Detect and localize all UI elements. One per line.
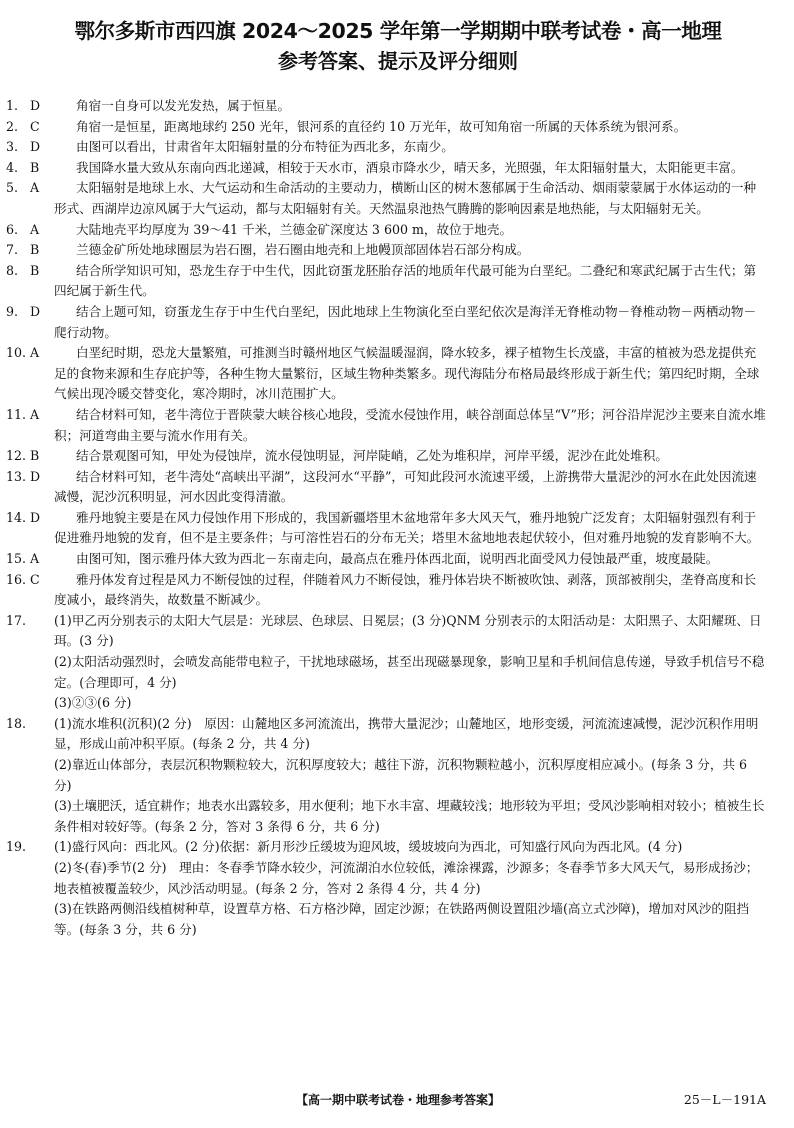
- answer-number: 7.: [6, 242, 19, 258]
- answer-number: 13.: [6, 468, 27, 484]
- answer-choice: A: [30, 551, 40, 567]
- answer-part: [30, 858, 766, 899]
- answer-explanation: 结合所学知识可知，恐龙生存于中生代，因此窃蛋龙胚胎存活的地质年代最可能为白垩纪。二叠纪和寒武纪属于古生代；第四纪属于新生代。: [54, 262, 757, 299]
- answer-number: 11.: [6, 406, 27, 422]
- answer-part-text: (1)盛行风向：西北风。(2 分)依据：新月形沙丘缓坡为迎风坡，缓坡坡向为西北，可知盛行风向为西北风。(4 分): [54, 839, 683, 855]
- answer-choice: D: [30, 139, 41, 155]
- answer-part: [6, 611, 766, 652]
- answer-body: [6, 118, 687, 134]
- answer-body: [6, 221, 513, 237]
- answer-body: [6, 468, 757, 505]
- answer-body: [6, 571, 757, 608]
- answer-choice: C: [30, 118, 40, 134]
- page-footer: [30, 1090, 766, 1110]
- answer-part-text: (3)在铁路两侧沿线植树种草，设置草方格、石方格沙障，固定沙源；在铁路两侧设置阻沙墙(高立式沙障)，增加对风沙的阻挡等。(每条 3 分，共 6 分): [54, 901, 750, 937]
- answer-item: [6, 302, 766, 343]
- answer-number: 17.: [6, 612, 27, 628]
- answer-body: [6, 180, 757, 216]
- answer-body: [6, 551, 719, 567]
- answer-item: [6, 570, 766, 611]
- answer-explanation: 白垩纪时期，恐龙大量繁殖，可推测当时赣州地区气候温暖湿润，降水较多，裸子植物生长茂盛，丰富的植被为恐龙提供充足的食物来源和生存庇护等，各种生物大量繁衍，区域生物种类繁多。现代海陆分布格局最终形成于新生代；第四纪时期，全球气候出现冷暖交替变化，寒冷期时，冰川范围扩大。: [54, 345, 760, 402]
- answer-choice: B: [30, 262, 40, 278]
- answer-choice: D: [30, 98, 41, 113]
- answer-body: [6, 242, 530, 258]
- answer-item: [6, 549, 766, 570]
- answer-number: 18.: [6, 715, 27, 731]
- answer-number: 2.: [6, 118, 19, 134]
- answer-number: 9.: [6, 303, 19, 319]
- answer-explanation: 结合上题可知，窃蛋龙生存于中生代白垩纪，因此地球上生物演化至白垩纪依次是海洋无脊椎动物－脊椎动物－两栖动物－爬行动物。: [54, 303, 757, 340]
- answer-number: 12.: [6, 448, 27, 464]
- answer-item: [6, 405, 766, 446]
- answer-choice: B: [30, 242, 40, 258]
- answer-number: 4.: [6, 159, 19, 175]
- answer-part-text: (3)土壤肥沃，适宜耕作；地表水出露较多，用水便利；地下水丰富、埋藏较浅；地形较为平坦；受风沙影响相对较小；植被生长条件相对较好等。(每条 2 分，答对 3 条得 6 分，共 6 分): [54, 798, 765, 834]
- answer-choice: D: [30, 303, 41, 319]
- answer-part-text: (1)甲乙丙分别表示的太阳大气层是：光球层、色球层、日冕层；(3 分)QNM 分别表示的太阳活动是：太阳黑子、太阳耀斑、日珥。(3 分): [54, 612, 762, 649]
- answer-choice: D: [30, 468, 41, 484]
- answer-explanation: 兰德金矿所处地球圈层为岩石圈，岩石圈由地壳和上地幔顶部固体岩石部分构成。: [76, 242, 530, 258]
- answer-choice: B: [30, 448, 40, 464]
- answer-item: [6, 467, 766, 508]
- footer-code: 25－L－191A: [683, 1092, 766, 1107]
- page-title: 鄂尔多斯市西四旗 2024～2025 学年第一学期期中联考试卷・高一地理: [74, 19, 722, 43]
- answer-explanation: 结合材料可知，老牛湾位于晋陕蒙大峡谷核心地段，受流水侵蚀作用，峡谷剖面总体呈“V”形；河谷沿岸泥沙主要来自流水堆积；河道弯曲主要与流水作用有关。: [54, 406, 766, 443]
- answer-part-text: (2)冬(春)季节(2 分) 理由：冬春季节降水较少，河流湖泊水位较低，滩涂裸露，沙源多；冬春季节多大风天气，易形成扬沙；地表植被覆盖较少，风沙活动明显。(每条 2 分，答对 2 条得 4 分，共 4 分): [54, 859, 759, 896]
- answer-number: 16.: [6, 571, 27, 587]
- answer-explanation: 角宿一是恒星，距离地球约 250 光年，银河系的直径约 10 万光年，故可知角宿一所属的天体系统为银河系。: [76, 118, 687, 134]
- answer-item: [6, 343, 766, 405]
- open-answer-list: [6, 611, 766, 941]
- answer-explanation: 由图可知，图示雅丹体大致为西北－东南走向，最高点在雅丹体西北面，说明西北面受风力侵蚀最严重，坡度最陡。: [76, 551, 719, 567]
- answer-number: 6.: [6, 221, 19, 237]
- answer-number: 1.: [6, 98, 19, 113]
- answer-body: [6, 303, 757, 340]
- answer-body: [6, 139, 454, 155]
- answer-item: [6, 137, 766, 158]
- answer-choice: A: [30, 180, 40, 196]
- answer-explanation: 我国降水量大致从东南向西北递减，相较于天水市，酒泉市降水少，晴天多，光照强，年太阳辐射量大，太阳能更丰富。: [76, 159, 744, 175]
- answer-number: 5.: [6, 180, 19, 196]
- answer-number: 3.: [6, 139, 19, 155]
- answer-body: [6, 509, 760, 546]
- answer-body: [6, 262, 757, 299]
- answer-number: 10.: [6, 345, 27, 361]
- answer-item: [6, 446, 766, 467]
- answer-part-text: (1)流水堆积(沉积)(2 分) 原因：山麓地区多河流流出，携带大量泥沙；山麓地区，地形变缓，河流流速减慢，泥沙沉积作用明显，形成山前冲积平原。(每条 2 分，共 4 分): [54, 715, 759, 752]
- answer-item: [6, 178, 766, 219]
- answer-explanation: 雅丹地貌主要是在风力侵蚀作用下形成的，我国新疆塔里木盆地常年多大风天气，雅丹地貌广泛发育；太阳辐射强烈有利于促进雅丹地貌的发育，但不是主要条件；与可溶性岩石的分布无关；塔里木盆地地表起伏较小，但对雅丹地貌的发育影响不大。: [54, 509, 760, 546]
- answer-explanation: 由图可以看出，甘肃省年太阳辐射量的分布特征为西北多，东南少。: [76, 139, 454, 155]
- answer-part: [30, 755, 766, 796]
- answer-explanation: 大陆地壳平均厚度为 39～41 千米，兰德金矿深度达 3 600 m，故位于地壳。: [76, 221, 513, 237]
- answer-number: 15.: [6, 551, 27, 567]
- answer-item: [6, 261, 766, 302]
- answer-explanation: 结合景观图可知，甲处为侵蚀岸，流水侵蚀明显，河岸陡峭，乙处为堆积岸，河岸平缓，泥沙在此处堆积。: [76, 448, 668, 464]
- answer-choice: A: [30, 406, 40, 422]
- answer-list: [6, 96, 766, 940]
- answer-part: [30, 796, 766, 837]
- answer-part: [6, 714, 766, 755]
- answer-part: [6, 837, 766, 858]
- answer-item: [6, 158, 766, 179]
- answer-part: [30, 899, 766, 940]
- answer-part: [30, 652, 766, 693]
- answer-explanation: 太阳辐射是地球上水、大气运动和生命活动的主要动力，横断山区的树木葱郁属于生命活动、烟雨蒙蒙属于水体运动的一种形式、西湖岸边凉风属于大气运动，都与太阳辐射有关。天然温泉池热气腾腾的影响因素是地热能，与太阳辐射无关。: [54, 180, 757, 216]
- answer-body: [6, 406, 766, 443]
- answer-explanation: 角宿一自身可以发光发热，属于恒星。: [76, 98, 291, 113]
- choice-answer-list: [6, 96, 766, 611]
- answer-number: 14.: [6, 509, 27, 525]
- answer-part-text: (2)太阳活动强烈时，会喷发高能带电粒子，干扰地球磁场，甚至出现磁暴现象，影响卫星和手机间信息传递，导致手机信号不稳定。(合理即可，4 分): [54, 654, 765, 690]
- answer-number: 19.: [6, 839, 27, 855]
- answer-explanation: 雅丹体发育过程是风力不断侵蚀的过程，伴随着风力不断侵蚀，雅丹体岩块不断被吹蚀、剥落，顶部被削尖，垄脊高度和长度减小，最终消失，故数量不断减少。: [54, 571, 757, 608]
- answer-choice: D: [30, 509, 41, 525]
- answer-choice: C: [30, 571, 40, 587]
- answer-choice: A: [30, 221, 40, 237]
- answer-part: [30, 693, 766, 714]
- answer-item: [6, 117, 766, 138]
- answer-choice: B: [30, 159, 40, 175]
- answer-body: [6, 159, 744, 175]
- answer-item: [6, 96, 766, 117]
- answer-choice: A: [30, 345, 40, 361]
- answer-body: [6, 98, 291, 113]
- footer-title: 【高一期中联考试卷・地理参考答案】: [295, 1093, 500, 1107]
- answer-number: 8.: [6, 262, 19, 278]
- answer-item: [6, 508, 766, 549]
- answer-part-text: (2)靠近山体部分，表层沉积物颗粒较大，沉积厚度较大；越往下游，沉积物颗粒越小，沉积厚度相应减小。(每条 3 分，共 6 分): [54, 757, 748, 793]
- answer-part-text: (3)②③(6 分): [54, 695, 132, 711]
- answer-item: [6, 220, 766, 241]
- answer-body: [6, 345, 760, 402]
- answer-item: [6, 240, 766, 261]
- answer-explanation: 结合材料可知，老牛湾处“高峡出平湖”，这段河水“平静”，可知此段河水流速平缓，上游携带大量泥沙的河水在此处因流速减慢，泥沙沉积明显，河水因此变得清澈。: [54, 468, 757, 505]
- answer-body: [6, 448, 668, 464]
- page-subtitle: 参考答案、提示及评分细则: [278, 49, 518, 73]
